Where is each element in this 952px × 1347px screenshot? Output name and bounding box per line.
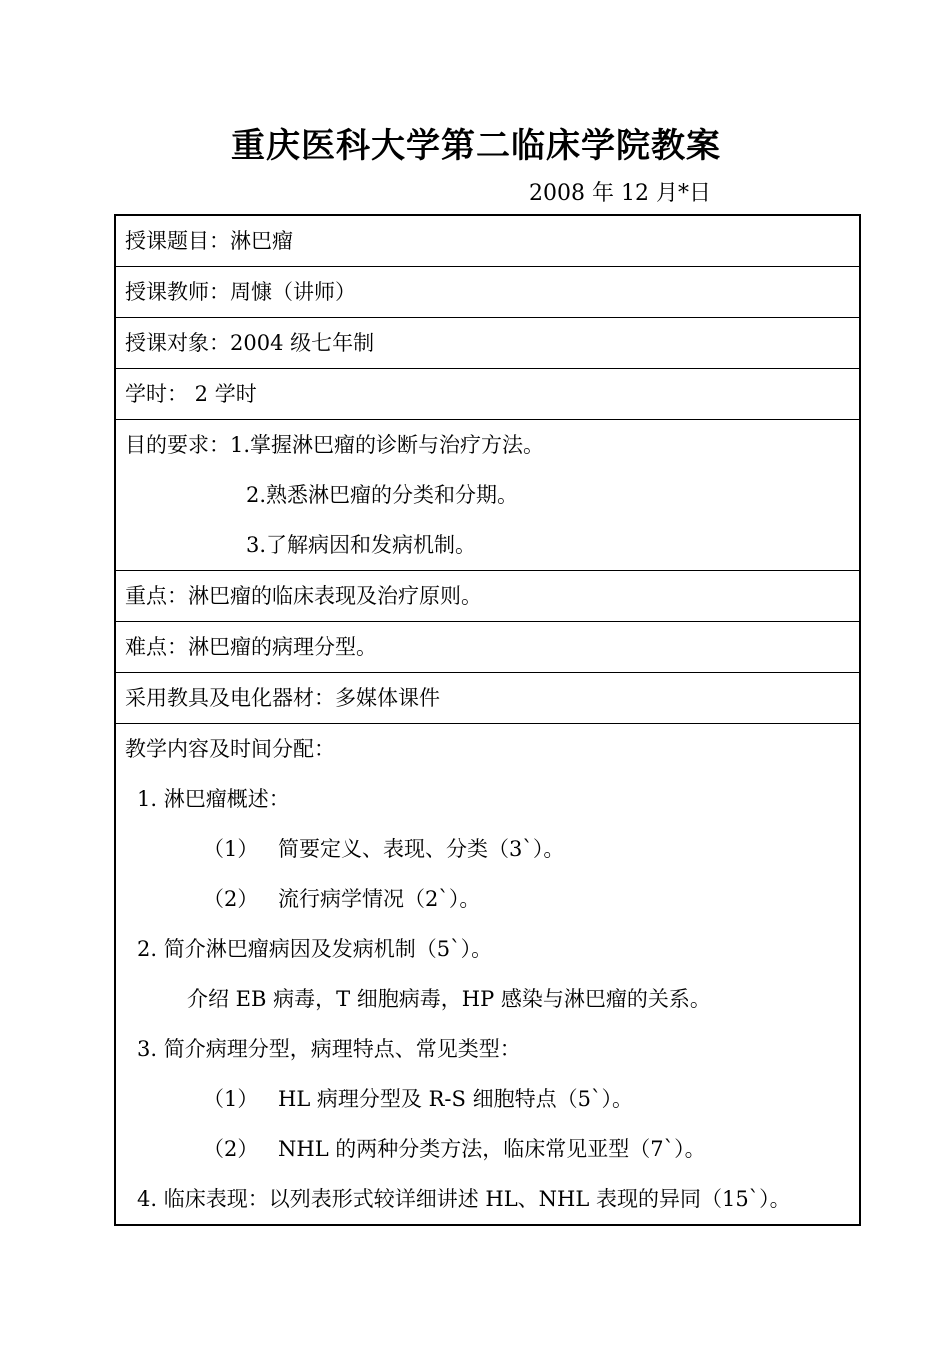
tools-text: 采用教具及电化器材：多媒体课件 (125, 686, 440, 710)
item-number: （1） (203, 1087, 259, 1111)
content-row (116, 723, 859, 1224)
item-text: 简要定义、表现、分类（3`）。 (278, 837, 565, 861)
section-3: 3. 简介病理分型，病理特点、常见类型： (137, 1037, 521, 1061)
teacher-text: 授课教师：周慷（讲师） (125, 280, 356, 304)
section-4: 4. 临床表现：以列表形式较详细讲述 HL、NHL 表现的异同（15`）。 (137, 1187, 791, 1211)
audience-row (116, 317, 859, 368)
difficulty-text: 难点：淋巴瘤的病理分型。 (125, 635, 377, 659)
item-number: （1） (203, 837, 259, 861)
item-text: NHL 的两种分类方法，临床常见亚型（7`）。 (278, 1137, 706, 1161)
item-number: （2） (203, 1137, 259, 1161)
tools-row (116, 672, 859, 723)
content-heading: 教学内容及时间分配： (125, 737, 335, 761)
topic-row (116, 216, 859, 266)
key-points-row (116, 570, 859, 621)
section-1-item-2 (116, 874, 859, 924)
lesson-plan-table (114, 214, 861, 1226)
goal-1: 目的要求：1.掌握淋巴瘤的诊断与治疗方法。 (125, 433, 545, 457)
item-text: 流行病学情况（2`）。 (278, 887, 481, 911)
document-title: 重庆医科大学第二临床学院教案 (231, 126, 721, 166)
section-1-item-1 (116, 824, 859, 874)
section-3-item-2 (116, 1124, 859, 1174)
difficulty-row (116, 621, 859, 672)
topic-text: 授课题目：淋巴瘤 (125, 229, 293, 253)
audience-text: 授课对象：2004 级七年制 (125, 331, 375, 355)
key-points-text: 重点：淋巴瘤的临床表现及治疗原则。 (125, 584, 482, 608)
document-date: 2008 年 12 月*日 (529, 181, 711, 206)
hours-text: 学时： 2 学时 (125, 382, 257, 406)
goal-3: 3.了解病因和发病机制。 (246, 533, 477, 557)
item-text: HL 病理分型及 R-S 细胞特点（5`）。 (278, 1087, 633, 1111)
goal-2: 2.熟悉淋巴瘤的分类和分期。 (246, 483, 519, 507)
teacher-row (116, 266, 859, 317)
section-1: 1. 淋巴瘤概述： (137, 787, 290, 811)
goals-row (116, 419, 859, 570)
section-2: 2. 简介淋巴瘤病因及发病机制（5`）。 (137, 937, 493, 961)
hours-row (116, 368, 859, 419)
section-3-item-1 (116, 1074, 859, 1124)
section-2-detail: 介绍 EB 病毒，T 细胞病毒，HP 感染与淋巴瘤的关系。 (187, 987, 711, 1011)
item-number: （2） (203, 887, 259, 911)
